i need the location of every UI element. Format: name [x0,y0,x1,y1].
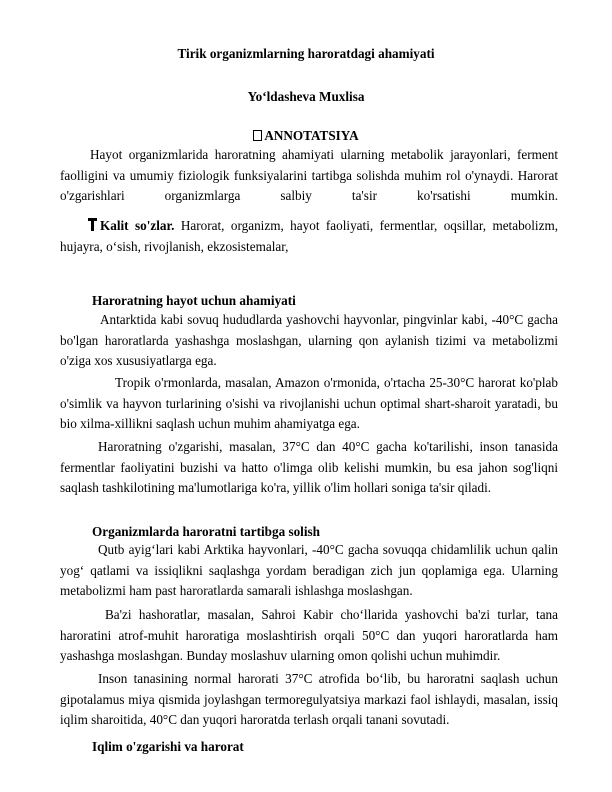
section-paragraph: Tropik o'rmonlarda, masalan, Amazon o'rmonida, o'rtacha 25-30°C harorat ko'plab o'simlik va hayvon turlarining o'sishi va rivojlanishi uchun optimal shart-sharoit yaratadi, bu bio xilma-xillikni saqlash uchun muhim ahamiyatga ega. [60,375,558,431]
section-paragraph: Qutb ayig‘lari kabi Arktika hayvonlari, -40°C gacha sovuqqa chidamlilik uchun qalin yog‘ qatlami va issiqlikni saqlashga yordam beradigan zich jun qoplamiga ega. Ularning metabolizmi ham past haroratlarda samarali ishlashga moslashgan. [60,542,558,598]
author-name: Yo‘ldasheva Muxlisa [247,89,365,104]
section-paragraph: Haroratning o'zgarishi, masalan, 37°C dan 40°C gacha ko'tarilishi, inson tanasida fermentlar faoliyatini buzishi va hatto o'limga olib kelishi mumkin, bu esa jahon sog'liqni saqlash tashkilotining ma'lumotlariga ko'ra, yillik o'lim hollari soniga ta'sir qiladi. [60,439,558,495]
missing-glyph-icon [253,130,262,141]
section-paragraph: Ba'zi hashoratlar, masalan, Sahroi Kabir cho‘llarida yashovchi ba'zi turlar, tana haroratini atrof-muhit haroratiga moslashtirish orqali 50°C dan yuqori haroratlarda ham yashashga moslashgan. Bunday moslashuv ularning omon qolishi uchun muhimdir. [60,607,558,663]
annotation-heading: ANNOTATSIYA [264,128,359,143]
section-paragraph: Antarktida kabi sovuq hududlarda yashovchi hayvonlar, pingvinlar kabi, -40°C gacha bo'lgan haroratlarda yashashga moslashgan, ularning qon aylanish tizimi va metabolizmi o'ziga xos xususiyatlarga ega. [60,312,558,368]
pushpin-icon [88,218,97,231]
section-heading: Iqlim o'zgarishi va harorat [92,739,244,754]
section-paragraph: Inson tanasining normal harorati 37°C atrofida bo‘lib, bu haroratni saqlash uchun gipotalamus miya qismida joylashgan termoregulyatsiya markazi faol ishlaydi, masalan, issiq iqlim sharoitida, 40°C dan yuqori haroratda terlash orqali tanani sovutadi. [60,671,558,727]
keywords-text: Harorat, organizm, hayot faoliyati, fermentlar, oqsillar, metabolizm, hujayra, o‘sish, rivojlanish, ekzosistemalar, [60,218,559,254]
section-heading: Haroratning hayot uchun ahamiyati [92,293,296,308]
section-heading: Organizmlarda haroratni tartibga solish [92,524,320,539]
annotation-paragraph: Hayot organizmlarida haroratning ahamiyati ularning metabolik jarayonlari, ferment faolligini va umumiy fiziologik funksiyalarini tartibga solishda muhim rol o'ynaydi. Harorat o'zgarishlari organizmlarga salbiy ta'sir ko'rsatishi mumkin. [60,147,558,203]
document-title: Tirik organizmlarning haroratdagi ahamiyati [177,46,435,61]
keywords-paragraph [60,216,558,257]
keywords-label: Kalit so'zlar. [100,218,175,233]
annotation-heading-row [0,126,612,147]
